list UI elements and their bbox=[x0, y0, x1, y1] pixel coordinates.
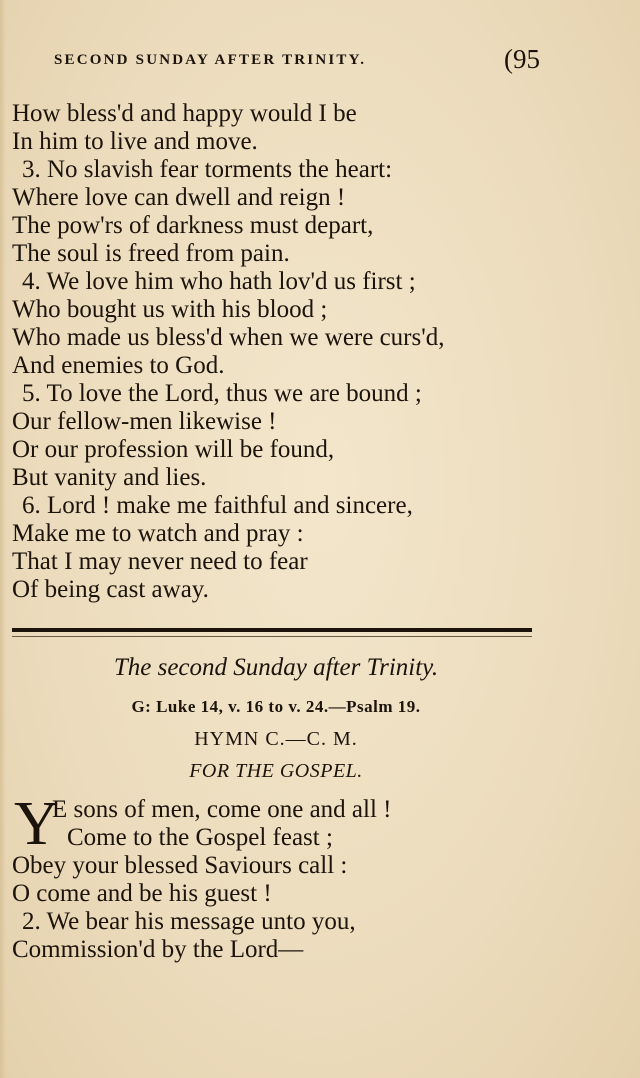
scripture-reference: G: Luke 14, v. 16 to v. 24.—Psalm 19. bbox=[131, 697, 421, 716]
verse-line: Who bought us with his blood ; bbox=[12, 296, 328, 323]
verse-line: Of being cast away. bbox=[12, 576, 209, 603]
section-rule-thin bbox=[12, 636, 532, 637]
verse-line: But vanity and lies. bbox=[12, 464, 207, 491]
hymn-body bbox=[12, 790, 552, 964]
hymn-line: 2. We bear his message unto you, bbox=[22, 908, 356, 935]
hymn-line: O come and be his guest ! bbox=[12, 880, 272, 907]
page-edge-shadow bbox=[0, 0, 6, 1078]
hymn-line: E sons of men, come one and all ! bbox=[52, 796, 392, 823]
verse-line: 4. We love him who hath lov'd us first ; bbox=[22, 268, 416, 295]
hymn-line: Commission'd by the Lord— bbox=[12, 936, 304, 963]
verse-line: And enemies to God. bbox=[12, 352, 225, 379]
section-title: The second Sunday after Trinity. bbox=[113, 654, 439, 681]
section-rule-thick bbox=[12, 628, 532, 632]
verse-line: 3. No slavish fear torments the heart: bbox=[22, 156, 393, 183]
hymn-occasion: FOR THE GOSPEL. bbox=[189, 760, 363, 782]
verse-line: Where love can dwell and reign ! bbox=[12, 184, 346, 211]
hymn-verses-continued bbox=[12, 100, 552, 604]
drop-cap: Y bbox=[14, 790, 59, 858]
hymn-line: Come to the Gospel feast ; bbox=[67, 824, 333, 851]
page-number: (95 bbox=[504, 44, 540, 74]
verse-line: The soul is freed from pain. bbox=[12, 240, 290, 267]
verse-line: The pow'rs of darkness must depart, bbox=[12, 212, 374, 239]
verse-line: 5. To love the Lord, thus we are bound ; bbox=[22, 380, 422, 407]
verse-line: Our fellow-men likewise ! bbox=[12, 408, 277, 435]
verse-line: That I may never need to fear bbox=[12, 548, 308, 575]
running-head-title: SECOND SUNDAY AFTER TRINITY. bbox=[54, 52, 367, 68]
hymn-line: Obey your blessed Saviours call : bbox=[12, 852, 348, 879]
verse-line: Who made us bless'd when we were curs'd, bbox=[12, 324, 445, 351]
hymn-number: HYMN C.—C. M. bbox=[194, 728, 358, 750]
verse-line: 6. Lord ! make me faithful and sincere, bbox=[22, 492, 413, 519]
verse-line: How bless'd and happy would I be bbox=[12, 100, 357, 127]
verse-line: Or our profession will be found, bbox=[12, 436, 335, 463]
verse-line: Make me to watch and pray : bbox=[12, 520, 304, 547]
verse-line: In him to live and move. bbox=[12, 128, 258, 155]
running-head bbox=[54, 44, 540, 78]
